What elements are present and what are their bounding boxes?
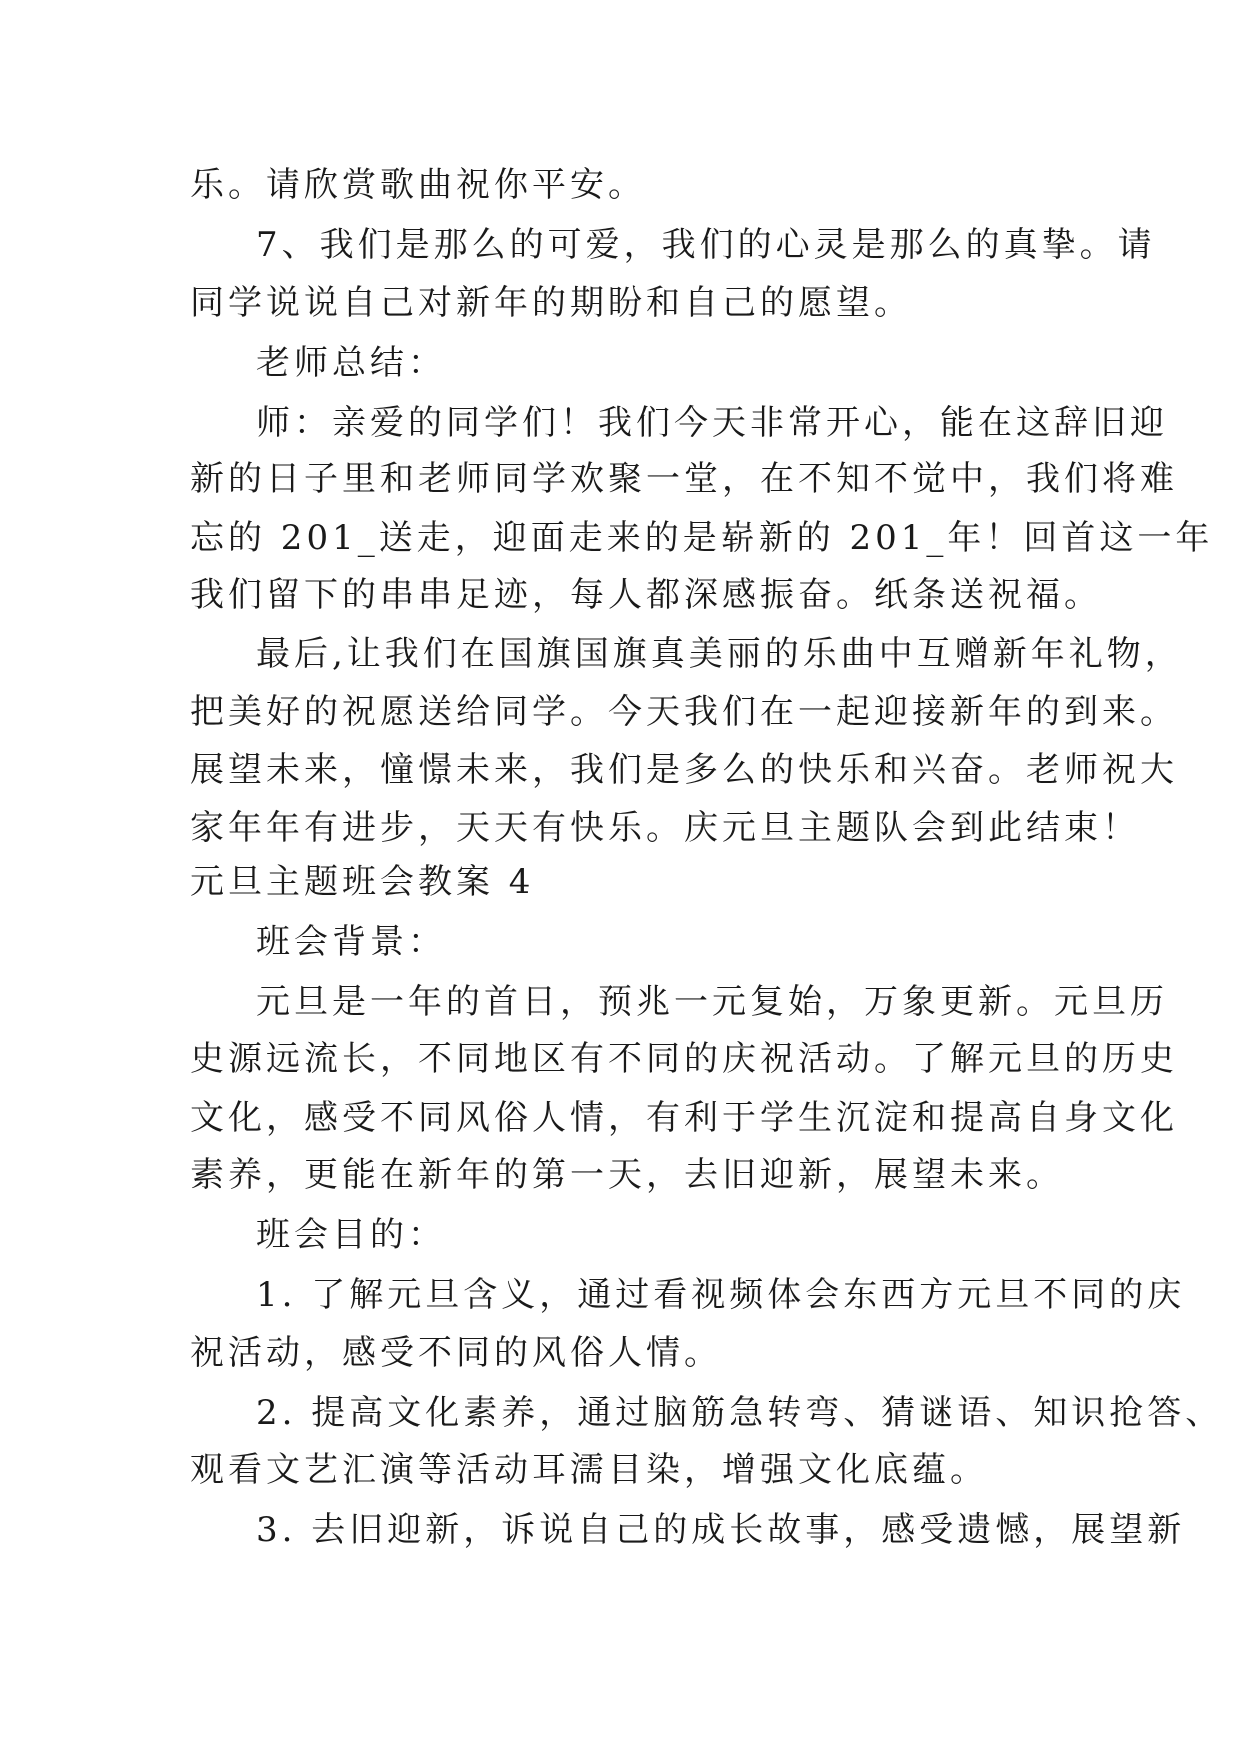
- text-line: 素养，更能在新年的第一天，去旧迎新，展望未来。: [190, 1155, 1064, 1195]
- text-line: 7、我们是那么的可爱，我们的心灵是那么的真挚。请: [256, 225, 1156, 265]
- section-label: 班会背景：: [256, 922, 446, 962]
- list-item: 3. 去旧迎新，诉说自己的成长故事，感受遗憾，展望新: [256, 1510, 1186, 1550]
- text-line: 同学说说自己对新年的期盼和自己的愿望。: [190, 283, 912, 323]
- text-line: 把美好的祝愿送给同学。今天我们在一起迎接新年的到来。: [190, 692, 1178, 732]
- text-line: 文化，感受不同风俗人情，有利于学生沉淀和提高自身文化: [190, 1098, 1178, 1138]
- text-line: 我们留下的串串足迹，每人都深感振奋。纸条送祝福。: [190, 575, 1102, 615]
- text-line: 史源远流长，不同地区有不同的庆祝活动。了解元旦的历史: [190, 1039, 1178, 1079]
- document-heading: 元旦主题班会教案 4: [190, 862, 535, 902]
- text-line: 观看文艺汇演等活动耳濡目染，增强文化底蕴。: [190, 1450, 988, 1490]
- section-label: 老师总结：: [256, 343, 446, 383]
- text-line: 新的日子里和老师同学欢聚一堂，在不知不觉中，我们将难: [190, 459, 1178, 499]
- list-item: 2. 提高文化素养，通过脑筋急转弯、猜谜语、知识抢答、: [256, 1393, 1224, 1433]
- text-line: 家年年有进步，天天有快乐。庆元旦主题队会到此结束！: [190, 808, 1140, 848]
- text-line: 师：亲爱的同学们！我们今天非常开心，能在这辞旧迎: [256, 403, 1168, 443]
- text-line: 展望未来，憧憬未来，我们是多么的快乐和兴奋。老师祝大: [190, 750, 1178, 790]
- text-line: 最后,让我们在国旗国旗真美丽的乐曲中互赠新年礼物，: [256, 634, 1183, 674]
- text-line: 祝活动，感受不同的风俗人情。: [190, 1333, 722, 1373]
- text-line: 元旦是一年的首日，预兆一元复始，万象更新。元旦历: [256, 982, 1168, 1022]
- section-label: 班会目的：: [256, 1215, 446, 1255]
- text-line: 乐。请欣赏歌曲祝你平安。: [190, 165, 646, 205]
- list-item: 1. 了解元旦含义，通过看视频体会东西方元旦不同的庆: [256, 1275, 1186, 1315]
- text-line: 忘的 201_送走，迎面走来的是崭新的 201_年！回首这一年: [190, 518, 1214, 558]
